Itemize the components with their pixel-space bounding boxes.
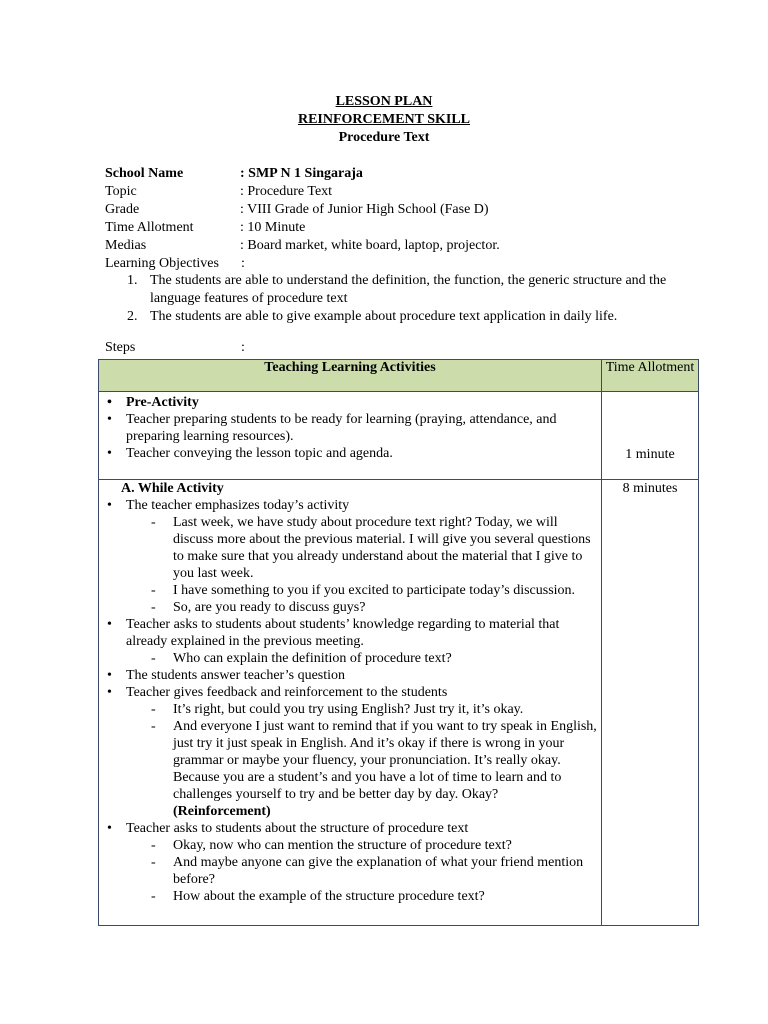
while-activity-time: 8 minutes — [622, 481, 678, 496]
steps-colon: : — [241, 340, 245, 355]
sub-item — [105, 718, 599, 820]
sub-item: - Who can explain the definition of procedure text? — [105, 650, 599, 667]
info-row-medias — [105, 237, 705, 255]
objectives-list — [105, 272, 685, 326]
sub-item: - I have something to you if you excited to participate today’s discussion. — [105, 582, 599, 599]
info-row-objectives — [105, 255, 705, 273]
info-row-grade — [105, 201, 705, 219]
while-activity-title: A. While Activity — [121, 481, 224, 496]
title-block — [0, 93, 768, 147]
objective-item — [105, 272, 685, 308]
pre-activity-title: • Pre-Activity — [105, 394, 599, 411]
pre-activity-time: 1 minute — [625, 447, 675, 462]
sub-item: - It’s right, but could you try using English? Just try it, it’s okay. — [105, 701, 599, 718]
header-time-allotment: Time Allotment — [605, 360, 695, 375]
steps-text: Steps — [105, 340, 136, 355]
reinforcement-tag: (Reinforcement) — [173, 804, 271, 819]
doc-subtitle: REINFORCEMENT SKILL — [297, 112, 471, 127]
column-divider — [601, 360, 602, 925]
doc-title: LESSON PLAN — [335, 94, 433, 109]
info-value: : Procedure Text — [240, 184, 333, 199]
objective-number: 2. — [127, 309, 138, 324]
doc-topic-title: Procedure Text — [338, 130, 430, 145]
table-header — [99, 360, 698, 392]
info-label: Learning Objectives — [105, 256, 219, 271]
header-activities: Teaching Learning Activities — [264, 360, 436, 375]
info-value: : 10 Minute — [240, 220, 306, 235]
info-row-time — [105, 219, 705, 237]
objective-text: The students are able to give example about procedure text application in daily life. — [150, 309, 618, 324]
steps-label — [105, 339, 245, 357]
list-item: • Teacher asks to students about the structure of procedure text — [105, 820, 599, 837]
activities-table — [98, 359, 699, 926]
objective-text: The students are able to understand the definition, the function, the generic structure and the language features of procedure text — [150, 273, 667, 306]
objective-item — [105, 308, 685, 326]
list-item: • Teacher conveying the lesson topic and agenda. — [105, 445, 599, 462]
list-item: • Teacher asks to students about students’ knowledge regarding to material that already explained in the previous meeting. — [105, 616, 599, 650]
sub-item: - How about the example of the structure procedure text? — [105, 888, 599, 905]
sub-item-text: And everyone I just want to remind that if you want to try speak in English, just try it just speak in English. And it’s okay if there is wrong in your grammar or maybe your fluency, your pronunciation. It’s really okay. Because you are a student’s and you have a lot of time to learn and to challenges yourself to try and be better day by day. Okay? — [173, 719, 597, 802]
list-item: • Teacher preparing students to be ready for learning (praying, attendance, and preparing learning resources). — [105, 411, 599, 445]
info-label: School Name — [105, 166, 184, 181]
objective-number: 1. — [127, 273, 138, 288]
pre-activity-cell — [105, 394, 599, 462]
list-item: • The students answer teacher’s question — [105, 667, 599, 684]
info-value: : — [241, 256, 245, 271]
info-value: : VIII Grade of Junior High School (Fase D) — [240, 202, 489, 217]
list-item: • Teacher gives feedback and reinforcement to the students — [105, 684, 599, 701]
info-row-school — [105, 165, 705, 183]
sub-item: - And maybe anyone can give the explanation of what your friend mention before? — [105, 854, 599, 888]
info-value: : Board market, white board, laptop, projector. — [240, 238, 500, 253]
info-list — [105, 165, 705, 273]
sub-item: - Okay, now who can mention the structure of procedure text? — [105, 837, 599, 854]
info-label: Medias — [105, 238, 147, 253]
sub-item: - So, are you ready to discuss guys? — [105, 599, 599, 616]
list-item: • The teacher emphasizes today’s activity — [105, 497, 599, 514]
info-label: Topic — [105, 184, 137, 199]
sub-item: - Last week, we have study about procedure text right? Today, we will discuss more about the previous material. I will give you several questions to make sure that you already understand about the material that I give to you last week. — [105, 514, 599, 582]
info-row-topic — [105, 183, 705, 201]
while-activity-cell — [105, 480, 599, 905]
info-value: : SMP N 1 Singaraja — [240, 166, 363, 181]
info-label: Time Allotment — [105, 220, 194, 235]
info-label: Grade — [105, 202, 140, 217]
